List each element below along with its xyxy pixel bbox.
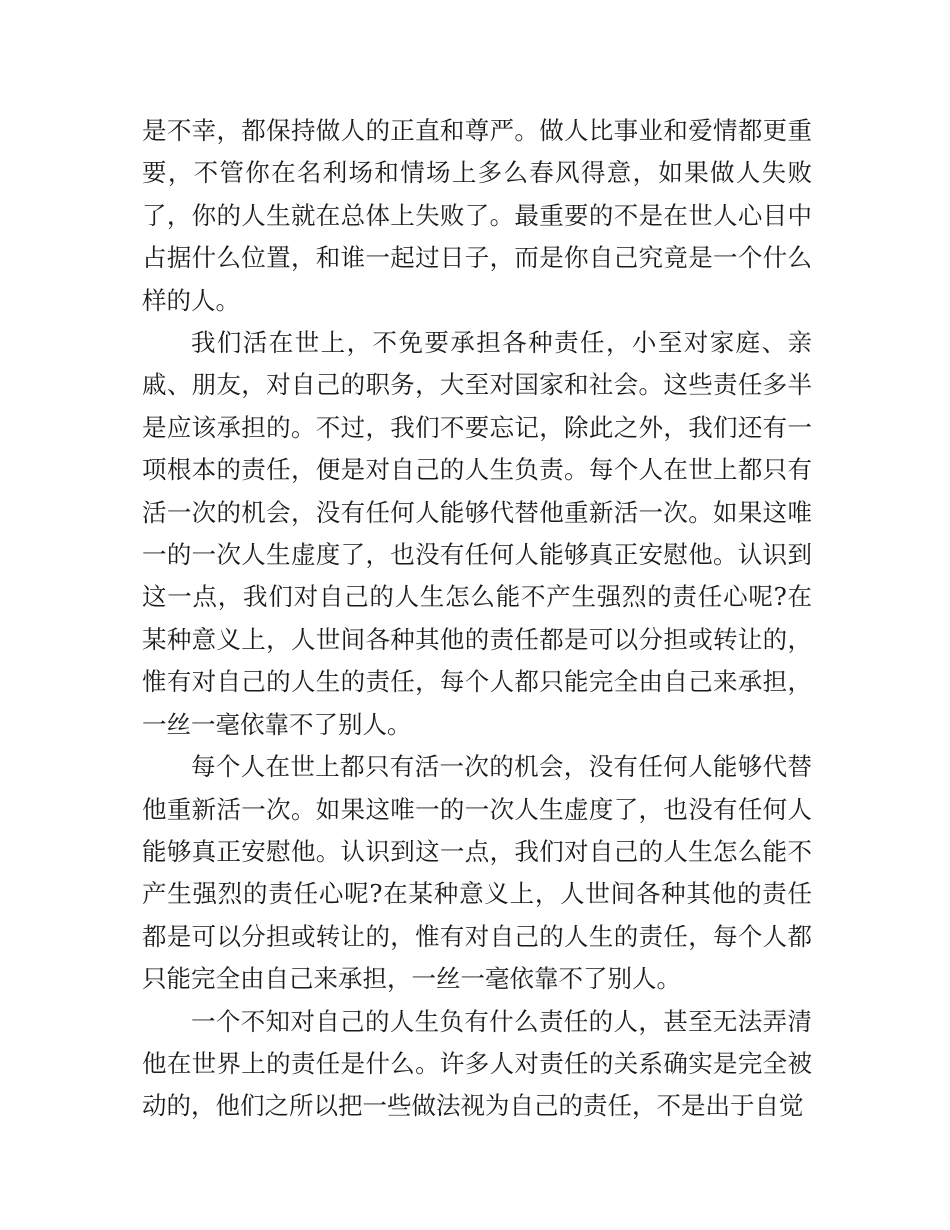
paragraph-3: 每个人在世上都只有活一次的机会，没有任何人能够代替他重新活一次。如果这唯一的一次人生虚度了，也没有任何人能够真正安慰他。认识到这一点，我们对自己的人生怎么能不产生强烈的责任心呢?在某种意义上，人世间各种其他的责任都是可以分担或转让的，惟有对自己的人生的责任，每个人都只能完全由自己来承担，一丝一毫依靠不了别人。 bbox=[142, 752, 812, 994]
paragraph-1: 是不幸，都保持做人的正直和尊严。做人比事业和爱情都更重要，不管你在名利场和情场上多么春风得意，如果做人失败了，你的人生就在总体上失败了。最重要的不是在世人心目中占据什么位置，和谁一起过日子，而是你自己究竟是一个什么样的人。 bbox=[142, 116, 812, 315]
document-body bbox=[142, 110, 812, 1128]
paragraph-4: 一个不知对自己的人生负有什么责任的人，甚至无法弄清他在世界上的责任是什么。许多人对责任的关系确实是完全被动的，他们之所以把一些做法视为自己的责任，不是出于自觉 bbox=[142, 1006, 812, 1121]
paragraph-2: 我们活在世上，不免要承担各种责任，小至对家庭、亲戚、朋友，对自己的职务，大至对国家和社会。这些责任多半是应该承担的。不过，我们不要忘记，除此之外，我们还有一项根本的责任，便是对自己的人生负责。每个人在世上都只有活一次的机会，没有任何人能够代替他重新活一次。如果这唯一的一次人生虚度了，也没有任何人能够真正安慰他。认识到这一点，我们对自己的人生怎么能不产生强烈的责任心呢?在某种意义上，人世间各种其他的责任都是可以分担或转让的，惟有对自己的人生的责任，每个人都只能完全由自己来承担，一丝一毫依靠不了别人。 bbox=[142, 328, 812, 739]
